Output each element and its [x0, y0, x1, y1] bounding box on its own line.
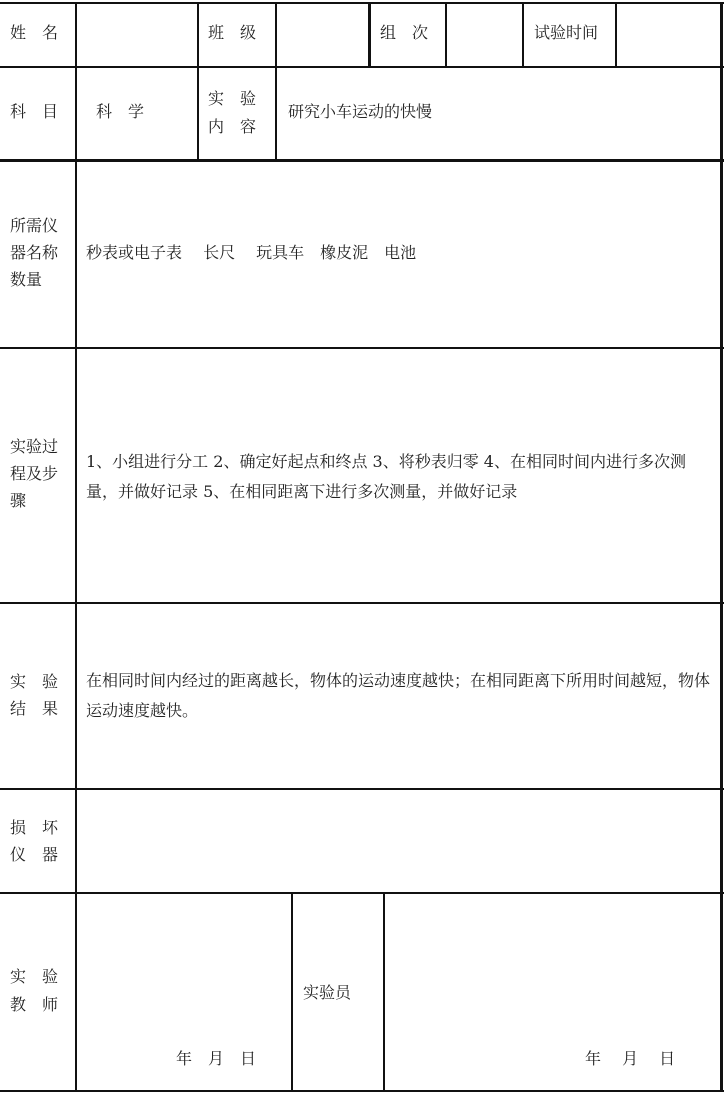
rule-row2	[0, 159, 724, 162]
rule-row4	[0, 602, 724, 604]
teacher-date: 年 月 日	[176, 1049, 257, 1068]
rule-row3	[0, 347, 724, 349]
name-label: 姓 名	[10, 23, 59, 42]
process-label-line1: 实验过	[10, 437, 59, 456]
damaged-label-line1: 损 坏	[10, 818, 59, 837]
assistant-signature-field[interactable]	[385, 894, 719, 1044]
damaged-field[interactable]	[77, 790, 719, 890]
group-label: 组 次	[380, 23, 429, 42]
damaged-label-line2: 仪 器	[10, 845, 59, 864]
assistant-label: 实验员	[303, 983, 352, 1002]
class-label: 班 级	[208, 23, 257, 42]
instruments-label-line3: 数量	[10, 270, 43, 289]
process-label-line2: 程及步	[10, 464, 59, 483]
content-value: 研究小车运动的快慢	[288, 102, 433, 121]
instruments-list: 秒表或电子表 长尺 玩具车 橡皮泥 电池	[86, 243, 417, 262]
teacher-signature-field[interactable]	[77, 894, 290, 1044]
result-label-line2: 结 果	[10, 699, 59, 718]
result-text: 在相同时间内经过的距离越长，物体的运动速度越快；在相同距离下所用时间越短，物体运动速度越快。	[86, 671, 711, 720]
result-label-line1: 实 验	[10, 672, 59, 691]
rule-col-e	[522, 2, 524, 67]
rule-bottom	[0, 1090, 724, 1092]
class-field[interactable]	[277, 4, 367, 65]
test-time-field[interactable]	[617, 4, 719, 65]
instruments-label-line2: 器名称	[10, 243, 59, 262]
process-label-line3: 骤	[10, 491, 27, 510]
group-field[interactable]	[447, 4, 521, 65]
rule-col-c	[368, 2, 371, 67]
instruments-label-line1: 所需仪	[10, 216, 59, 235]
teacher-label-line1: 实 验	[10, 967, 59, 986]
content-label-line1: 实 验	[208, 89, 257, 108]
teacher-label-line2: 教 师	[10, 995, 59, 1014]
rule-col-a	[197, 2, 199, 160]
rule-sig-a	[291, 892, 293, 1091]
process-text: 1、小组进行分工 2、确定好起点和终点 3、将秒表归零 4、在相同时间内进行多次测量，并做好记录 5、在相同距离下进行多次测量，并做好记录	[86, 452, 686, 501]
test-time-label: 试验时间	[534, 23, 599, 42]
subject-label: 科 目	[10, 102, 59, 121]
subject-value: 科 学	[96, 102, 145, 121]
content-label-line2: 内 容	[208, 117, 257, 136]
rule-right	[720, 2, 723, 1091]
name-field[interactable]	[77, 4, 196, 65]
assistant-date: 年 月 日	[585, 1049, 676, 1068]
